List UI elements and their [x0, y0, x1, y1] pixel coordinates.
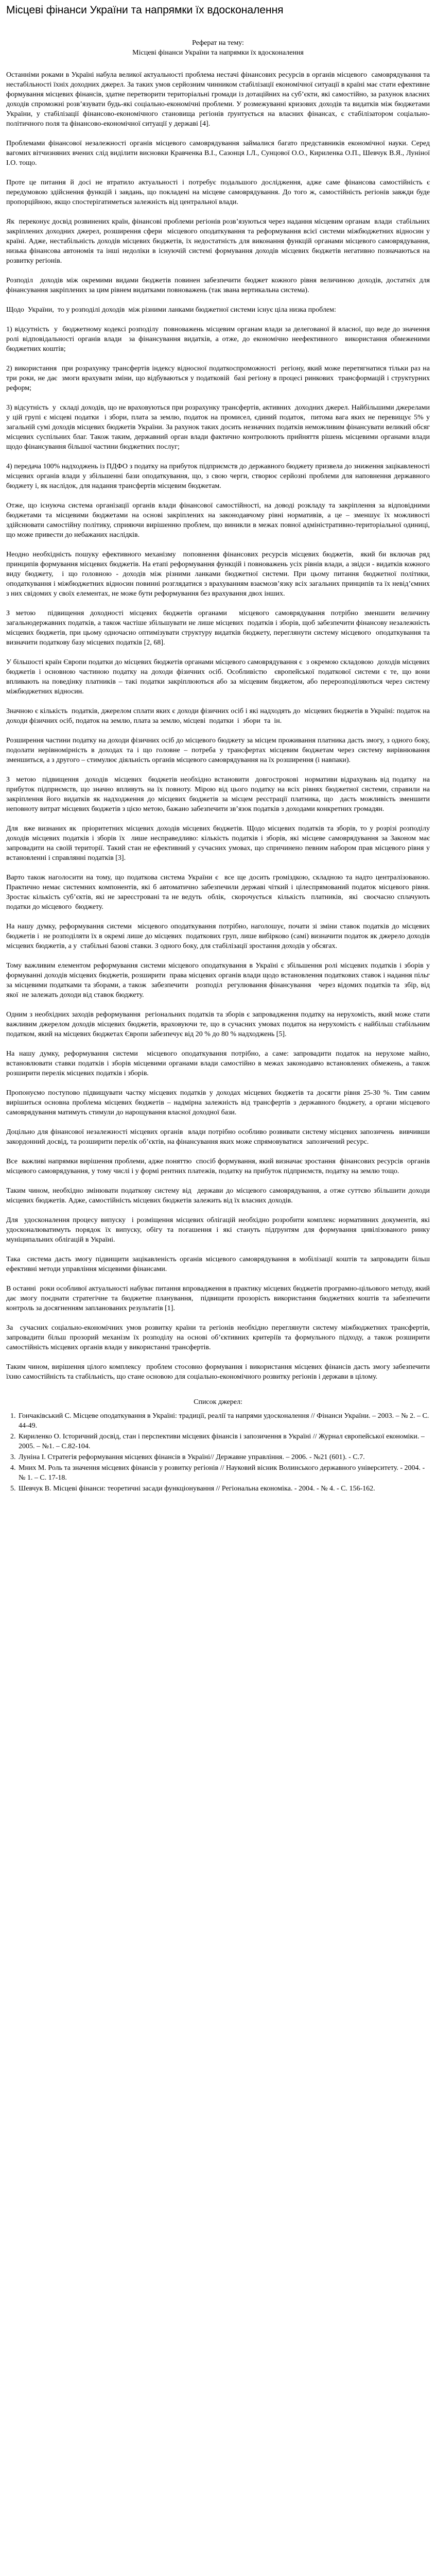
essay-header — [6, 38, 430, 58]
body-paragraph: Варто також наголосити на тому, що податкова система України є все ще досить громіздкою, складною та надто централізованою. Практично немає системних компонентів, які б автоматично забезпечили державі чіткий і цілеспрямований податок місцевого рівня. Зростає кількість суб’єктів, які не зареєстровані та не ведуть облік, скорочується кількість платників, які своєчасно сплачують податки до місцевого бюджету. — [6, 874, 432, 911]
body-paragraph: Таким чином, необхідно змінювати податкову систему від держави до місцевого самоврядування, а отже суттєво збільшити доходи місцевих бюджетів. Адже, самостійність місцевих бюджетів залежить від їх власних доходів. — [6, 1187, 432, 1205]
document-title: Місцеві фінанси України та напрямки їх вдосконалення — [6, 4, 284, 16]
body-paragraph: Отже, що існуюча система організації органів влади фінансової самостійності, на доводі розкладу та закріплення за відповідними бюджетами та місцевими бюджетами на основі закріплених на законодавчому рівні нормативів, а це – зменшує їх можливості здійснювати самостійну політику, сприяючи вирішенню проблем, що виникли в межах повної адміністративно-територіальної одиниці, що може привести до небажаних наслідків. — [6, 502, 432, 539]
body-paragraph: Останніми роками в Україні набула великої актуальності проблема нестачі фінансових ресурсів в органів місцевого самоврядування та нестабільності їхніх доходних джерел. За таких умов серйозним чинником стабілізації економічної ситуації в країні має стати ефективне формування місцевих фінансів, здатне перетворити територіальні громади із дотаційних на суб’єкти, які самостійно, за рахунок власних доходів спроможні розв’язувати будь-які соціально-економічні проблеми. У розмежуванні кризових доходів та видатків між бюджетами України, у стабілізації фінансово-економічного становища регіонів ґрунтується на власних фінансах, є стабілізатором соціально-політичного поля та фінансово-економічної ситуації у державі [4]. — [6, 71, 432, 128]
body-paragraph: Пропонуємо поступово підвищувати частку місцевих податків у доходах місцевих бюджетів та досягти рівня 25-30 %. Тим самим вирішиться основна проблема місцевих бюджетів – надмірна залежність від трансфертів з державного бюджету, а органи місцевого самоврядування матимуть стимули до нарощування власної доходної бази. — [6, 1089, 432, 1116]
references-title: Список джерел: — [194, 1398, 242, 1406]
body-paragraph: Тому важливим елементом реформування системи місцевого оподаткування в Україні є збільшення ролі місцевих податків і зборів у формуванні доходів місцевих бюджетів, розширити права місцевих органів влади щодо встановлення податкових ставок і надання пільг за місцевими податками та зборами, а також забезпечити розподіл регулювання фінансування через відомих податків та збір, від якої не залежать доходи від ставок бюджету. — [6, 962, 435, 999]
reference-item: 4. Мних М. Роль та значення місцевих фінансів у розвитку регіонів // Науковий вісник Волинського державного університету. - 2004. - № 1. – С. 17-18. — [18, 1463, 430, 1483]
reference-item: 1. Гончаківський С. Місцеве оподаткування в Україні: традиції, реалії та напрями удосконалення // Фінанси України. – 2003. – № 2. – С. 44-49. — [18, 1411, 430, 1431]
body-paragraph: Все важливі напрямки вирішення проблеми, адже поняттю спосіб формування, який визначає зростання фінансових ресурсів органів місцевого самоврядування, у тому числі і у формі рентних платежів, податку на прибуток підприємств, податку на землю тощо. — [6, 1158, 432, 1175]
reference-item: 3. Луніна І. Стратегія реформування місцевих фінансів в Україні// Державне управління. – 2006. - №21 (601). - С.7. — [18, 1452, 430, 1462]
body-paragraph: Щодо України, то у розподілі доходів між різними ланками бюджетної системи існує цілa низка проблем: — [6, 306, 336, 314]
body-paragraph: Для удосконалення процесу випуску і розміщення місцевих облігацій необхідно розробити комплекс нормативних документів, які удосконалюватимуть порядок їх випуску, обігу та погашення і які стануть підґрунтям для формування цивілізованого ринку муніципальних облігацій в Україні. — [6, 1216, 432, 1244]
body-paragraph: 4) передача 100% надходжень із ПДФО з податку на прибуток підприємств до державного бюджету призвела до зниження зацікавленості місцевих органів влади у збільшенні бази оподаткування, що, з свою черги, створює серйозні проблеми для наповнення державного бюджету і, як наслідок, для надання трансфертів місцевим бюджетам. — [6, 463, 432, 490]
body-paragraph: Значною є кількість податків, джерелом сплати яких є доходи фізичних осіб і які надходять до місцевих бюджетів в Україні: податок на доходи фізичних осіб, податок на землю, плата за землю, місцеві податки і збори та ін. — [6, 707, 432, 725]
essay-label: Реферат на тему: — [192, 39, 244, 47]
body-paragraph: Як переконує досвід розвинених країн, фінансові проблеми регіонів розв’язуються через надання місцевим органам влади стабільних закріплених доходних джерел, розширення сфери місцевого оподаткування та реформування всієї системи міжбюджетних відносин у країні. Адже, нестабільність доходів місцевих бюджетів, їх недостатність для виконання функцій органами місцевого самоврядування, низька фінансова автономія та інші недоліки в існуючій системі формування доходів місцевих бюджетів негативно позначаються на розвитку регіонів. — [6, 218, 432, 265]
reference-item: 2. Кириленко О. Історичний досвід, стан і перспективи місцевих фінансів і запозичення в Україні // Журнал європейської економіки. – 2005. – №1. – С.82-104. — [18, 1432, 430, 1451]
body-paragraph: 2) використання при розрахунку трансфертів індексу відносної податкоспроможності регіону, який може перетягнатися тільки раз на три роки, не дає змоги врахувати зміни, що відбуваються у податковій базі регіону в процесі ринкових трансформацій і структурних реформ; — [6, 365, 432, 392]
body-paragraph: 3) відсутність у складі доходів, що не враховуються при розрахунку трансфертів, активних доходних джерел. Найбільшими джерелами у цій групі є місцеві податки і збори, плата за землю, податок на промисел, єдиний податок, питома вага яких не перевищує 5% у загальній сумі доходів місцевих бюджетів України. За рахунок таких досить незначних податків неможливим фінансувати великий обсяг місцевих суспільних благ. Також таким, державний орган влади фактично контролюють прийняття рішень місцевими органами влади щодо фінансування більшої частини бюджетних послуг; — [6, 404, 433, 451]
body-paragraph: Таким чином, вирішення цілого комплексу проблем стосовно формування і використання місцевих фінансів дасть змогу забезпечити їхню самостійність та стабільність, що стане основою для соціально-економічного розвитку регіонів і держави в цілому. — [6, 1363, 432, 1381]
body-paragraph: У більшості країн Європи податки до місцевих бюджетів органами місцевого самоврядування є з окремою складовою доходів місцевих бюджетів і основною частиною податку на доходи фізичних осіб. Особливістю європейської податкової системи є те, що вони впливають на поведінку платників – такі податки закріплюються або за місцевим бюджетом, або перерозподіляються через систему міжбюджетних відносин. — [6, 658, 433, 696]
body-paragraph: На нашу думку, реформування системи місцевого оподаткування потрібно, а саме: запровадити податок на нерухоме майно, встановлювати ставки податків і зборів місцевими органами влади самостійно в межах законодавчо встановлених обмежень, а також розширити перелік місцевих податків і зборів. — [6, 1050, 432, 1077]
references-list — [6, 1411, 430, 1494]
essay-topic: Місцеві фінанси України та напрямки їх вдосконалення — [132, 49, 304, 57]
body-paragraph: Розподіл доходів між окремими видами бюджетів повинен забезпечити бюджет кожного рівня величиною доходів, достатніх для фінансування закріплених за цим рівнем видатками повноважень (так звана вертикальна система). — [6, 277, 432, 294]
body-paragraph: 1) відсутність у бюджетному кодексі розподілу повноважень місцевим органам влади за делегованої й власної, що веде до значення ролі відповідальності органів влади за фінансування видатків, а отже, до економічно неефективного використання обмеженими бюджетних коштів; — [6, 326, 432, 353]
essay-body — [6, 70, 435, 1382]
body-paragraph: Доцільно для фінансової незалежності місцевих органів влади потрібно особливо розвивати систему місцевих запозичень вивчивши закордонний досвід, та розширити перелік об’єктів, на фінансування яких може спрямовуватися запозичений ресурс. — [6, 1128, 432, 1146]
body-paragraph: Для вже визнаних як пріоритетних місцевих доходів місцевих бюджетів. Щодо місцевих податків та зборів, то у розрізі розподілу доходів місцевих податків і зборів їх лише несправедливо: кількість податків і зборів, які місцеве самоврядування за Законом має запровадити на своїй території. Такий стан не ефективний у сучасних умовах, що спричинено певним набором прав місцевого рівня у встановленні і справлянні податків [3]. — [6, 825, 433, 862]
body-paragraph: На нашу думку, реформування системи місцевого оподаткування потрібно, наголошує, почати зі зміни ставок податків до місцевих бюджетів і не розподіляти їх в окремі лише до місцевих податкових груп, лише вибірково (самі) визначити податок як джерело доходів місцевих бюджетів, а у стабільні базові ставки. З одного боку, для стабілізації зростання доходів у обсягах. — [6, 923, 432, 950]
reference-item: 5. Шевчук В. Місцеві фінанси: теоретичні засади функціонування // Регіональна економіка. - 2004. - № 4. - С. 156-162. — [18, 1484, 430, 1494]
body-paragraph: Неодно необхідність пошуку ефективного механізму поповнення фінансових ресурсів місцевих бюджетів, який би включав ряд принципів формування місцевих бюджетів. На етапі реформування функцій і повноважень усіх рівнів влади, а звідси - видатків кожного виду бюджету, і що головною - доходів між різними ланками бюджетної системи. При цьому питання бюджетної політики, оподаткування і міжбюджетних відносин повинні розглядатися з врахуванням взаємозв’язку всіх загальних принципів та їх невід’ємних з них свідомих у своїх елементах, не може бути реформування без врахування двох інших. — [6, 551, 432, 598]
body-paragraph: Така система дасть змогу підвищити зацікавленість органів місцевого самоврядування в мобілізації коштів та запровадити більш ефективні методи управління місцевими фінансами. — [6, 1256, 432, 1273]
body-paragraph: З метою підвищення доходності місцевих бюджетів органами місцевого самоврядування потрібно зменшити величину загальнодержавних податків, а також частіше збільшувати не лише місцевих податків і зборів, щоб забезпечити фінансову незалежність місцевих бюджетів, при цьому одночасно оптимізувати структуру видатків бюджету, переглянути систему місцевого оподаткування та визначити податкову базу місцевих податків [2, 68]. — [6, 609, 432, 647]
body-paragraph: Проте це питання й досі не втратило актуальності і потребує подальшого дослідження, адже саме фінансова самостійність є передумовою здійснення функцій і завдань, що покладені на місцеве самоврядування. До того ж, самостійність регіонів завжди буде пропорційною, якщо спостерігатиметься залежність від центральної влади. — [6, 179, 432, 206]
body-paragraph: Проблемами фінансової незалежності органів місцевого самоврядування займалися багато представників економічної науки. Серед вагомих вітчизняних вчених слід виділити висновки Кравченка В.І., Сазонця І.Л., Сунцової О.О., Кириленка О.П., Шевчук В.Я., Луніної І.О. тощо. — [6, 140, 432, 167]
body-paragraph: За сучасних соціально-економічних умов розвитку країни та регіонів необхідно переглянути систему міжбюджетних трансфертів, запровадити більш прозорий механізм їх розподілу на основі об’єктивних критеріїв та формульного підходу, а також розширити самостійність місцевих органів влади у використанні трансфертів. — [6, 1324, 432, 1351]
body-paragraph: З метою підвищення доходів місцевих бюджетів необхідно встановити довгострокові нормативи відрахувань від податку на прибуток підприємств, що значно впливуть на їх повноту. Мірою від цього податку на всіх рівнях бюджетної системи, справили на закріплення його видатків як надходження до місцевих бюджетів за місцем реєстрації платника, що дасть можливість зменшити неповноту витрат місцевих бюджетів з цією метою, бажано забезпечити зв’язок податків з доходами конкретних громадян. — [6, 776, 432, 813]
body-paragraph: Розширення частини податку на доходи фізичних осіб до місцевого бюджету за місцем проживання платника дасть змогу, з одного боку, подолати нерівномірність в доходах та і що головне – потреба у трансфертах місцевим бюджетам через систему вирівнювання зменшиться, а з другого – стимулює діяльність органів місцевого самоврядування на їх розширення (і навпаки). — [6, 737, 432, 764]
body-paragraph: Одним з необхідних заходів реформування регіональних податків та зборів є запровадження податку на нерухомість, який може стати важливим джерелом доходів місцевих бюджетів, враховуючи те, що в сучасних умовах податок на нерухомість є найбільш стабільним податком, який на місцевих бюджетах Європи забезпечує від 20 % до 80 % надходжень [5]. — [6, 1011, 432, 1038]
body-paragraph: В останні роки особливої актуальності набуває питання впровадження в практику місцевих бюджетів програмно-цільового методу, який дає змогу поєднати стратегічне та бюджетне планування, підвищити прозорість використання бюджетних коштів та забезпечити контроль за досягненням запланованих результатів [1]. — [6, 1285, 432, 1312]
